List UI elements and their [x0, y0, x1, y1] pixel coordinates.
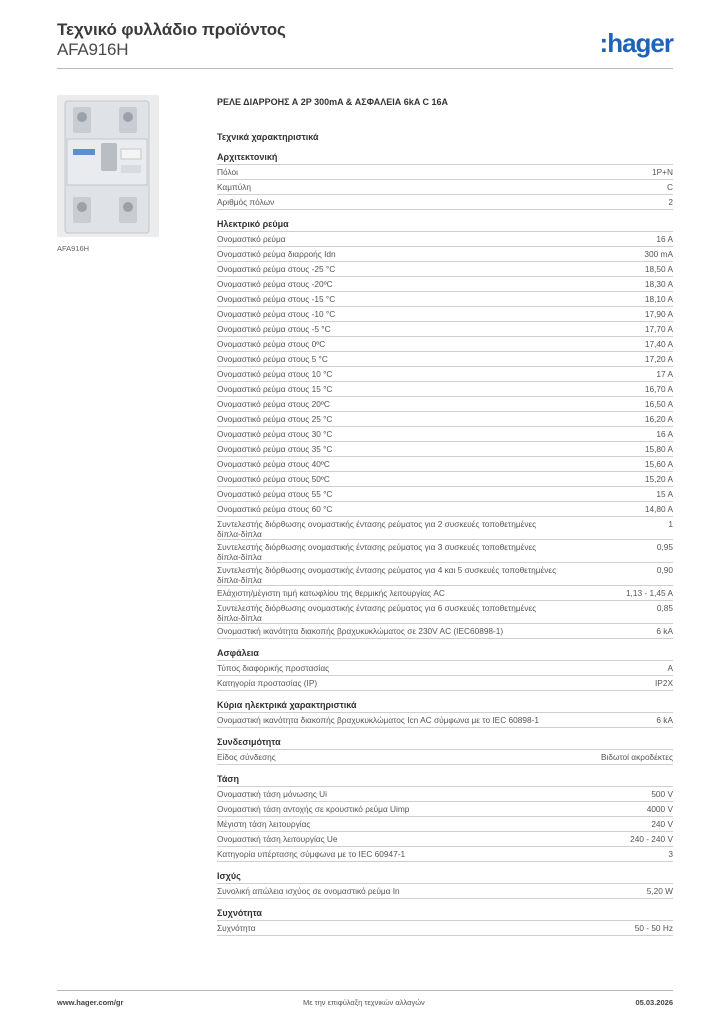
- spec-value: 17,40 A: [644, 339, 673, 349]
- spec-value: 1,13 - 1,45 A: [625, 588, 673, 598]
- footer-disclaimer: Με την επιφύλαξη τεχνικών αλλαγών: [303, 998, 425, 1007]
- spec-row: [217, 164, 673, 179]
- spec-sections: [217, 152, 673, 936]
- spec-value: 0,95: [656, 542, 673, 552]
- spec-label: Ονομαστικό ρεύμα στους 35 °C: [217, 444, 333, 454]
- spec-row: [217, 276, 673, 291]
- spec-row: [217, 920, 673, 936]
- spec-row: [217, 179, 673, 194]
- spec-value: 17 A: [656, 369, 673, 379]
- section-title: Αρχιτεκτονική: [217, 152, 278, 162]
- spec-value: 3: [668, 849, 673, 859]
- spec-value: 500 V: [651, 789, 673, 799]
- spec-value: 15,80 A: [644, 444, 673, 454]
- spec-row: [217, 585, 673, 600]
- spec-row: [217, 291, 673, 306]
- spec-value: 16 A: [656, 429, 673, 439]
- spec-label: Ονομαστικό ρεύμα στους -5 °C: [217, 324, 331, 334]
- spec-value: 0,85: [656, 603, 673, 613]
- spec-row: [217, 501, 673, 516]
- spec-section: [217, 908, 673, 936]
- footer-website[interactable]: www.hager.com/gr: [57, 998, 124, 1007]
- spec-value: 16,70 A: [644, 384, 673, 394]
- spec-value: 18,10 A: [644, 294, 673, 304]
- section-title: Ηλεκτρικό ρεύμα: [217, 219, 289, 229]
- spec-label: Ονομαστικό ρεύμα στους 10 °C: [217, 369, 333, 379]
- spec-row: [217, 261, 673, 276]
- spec-section: [217, 219, 673, 639]
- spec-value: 15 A: [656, 489, 673, 499]
- spec-row: [217, 396, 673, 411]
- section-title: Τάση: [217, 774, 240, 784]
- spec-value: 300 mA: [644, 249, 673, 259]
- spec-row: [217, 381, 673, 396]
- spec-value: 17,20 A: [644, 354, 673, 364]
- spec-row: [217, 749, 673, 765]
- spec-value: 6 kA: [656, 626, 673, 636]
- spec-value: 15,60 A: [644, 459, 673, 469]
- page-header: [57, 20, 673, 68]
- spec-label: Ονομαστικό ρεύμα στους 50ºC: [217, 474, 330, 484]
- spec-value: 1: [668, 519, 673, 529]
- spec-row: [217, 486, 673, 501]
- product-image: [57, 95, 159, 237]
- spec-row: [217, 801, 673, 816]
- spec-value: A: [667, 663, 673, 673]
- section-title: Ασφάλεια: [217, 648, 259, 658]
- spec-label: Κατηγορία προστασίας (IP): [217, 678, 318, 688]
- spec-value: 18,50 A: [644, 264, 673, 274]
- spec-row: [217, 600, 673, 623]
- spec-value: 16,50 A: [644, 399, 673, 409]
- spec-value: 14,80 A: [644, 504, 673, 514]
- spec-label: Ονομαστικό ρεύμα διαρροής Idn: [217, 249, 336, 259]
- spec-section: [217, 700, 673, 728]
- spec-label: Ονομαστικό ρεύμα στους -25 °C: [217, 264, 336, 274]
- image-caption: AFA916H: [57, 244, 90, 253]
- spec-value: 240 - 240 V: [630, 834, 673, 844]
- spec-row: [217, 562, 673, 585]
- spec-label: Ονομαστική ικανότητα διακοπής βραχυκυκλώματος Icn AC σύμφωνα με το IEC 60898-1: [217, 715, 539, 725]
- spec-label: Καμπύλη: [217, 182, 252, 192]
- spec-row: [217, 675, 673, 691]
- spec-row: [217, 660, 673, 675]
- spec-label: Ονομαστικό ρεύμα στους 55 °C: [217, 489, 333, 499]
- section-title: Κύρια ηλεκτρικά χαρακτηριστικά: [217, 700, 357, 710]
- spec-section: [217, 737, 673, 765]
- spec-label: Ονομαστικό ρεύμα στους 60 °C: [217, 504, 333, 514]
- specs-subtitle: Τεχνικά χαρακτηριστικά: [217, 132, 319, 142]
- spec-row: [217, 786, 673, 801]
- spec-row: [217, 321, 673, 336]
- spec-label: Ονομαστικό ρεύμα στους -20ºC: [217, 279, 333, 289]
- spec-content: [217, 97, 673, 945]
- spec-label: Ελάχιστη/μέγιστη τιμή κατωφλίου της θερμικής λειτουργίας AC: [217, 588, 445, 598]
- spec-label: Ονομαστική τάση αντοχής σε κρουστικό ρεύμα Uimp: [217, 804, 410, 814]
- spec-row: [217, 712, 673, 728]
- product-code: AFA916H: [57, 40, 129, 59]
- logo-text: hager: [607, 28, 673, 58]
- spec-row: [217, 411, 673, 426]
- spec-value: 17,70 A: [644, 324, 673, 334]
- document-title: Τεχνικό φυλλάδιο προϊόντος: [57, 20, 286, 39]
- spec-label: Ονομαστική τάση λειτουργίας Ue: [217, 834, 338, 844]
- footer-divider: [57, 990, 673, 991]
- spec-label: Ονομαστικό ρεύμα στους 25 °C: [217, 414, 333, 424]
- spec-label: Συντελεστής διόρθωσης ονομαστικής έντασης ρεύματος για 6 συσκευές τοποθετημένες δίπλα-δίπλα: [217, 603, 537, 623]
- spec-row: [217, 831, 673, 846]
- spec-value: 18,30 A: [644, 279, 673, 289]
- spec-value: 50 - 50 Hz: [634, 923, 673, 933]
- spec-section: [217, 152, 673, 210]
- spec-label: Συνολική απώλεια ισχύος σε ονομαστικό ρεύμα In: [217, 886, 400, 896]
- logo-colon-mark: :: [599, 28, 608, 58]
- spec-label: Αριθμός πόλων: [217, 197, 275, 207]
- spec-value: 16 A: [656, 234, 673, 244]
- spec-label: Ονομαστικό ρεύμα στους 0ºC: [217, 339, 326, 349]
- spec-label: Συντελεστής διόρθωσης ονομαστικής έντασης ρεύματος για 2 συσκευές τοποθετημένες δίπλα-δίπλα: [217, 519, 537, 539]
- spec-row: [217, 366, 673, 381]
- spec-value: Βιδωτοί ακροδέκτες: [601, 752, 673, 762]
- spec-label: Κατηγορία υπέρτασης σύμφωνα με το IEC 60947-1: [217, 849, 406, 859]
- spec-row: [217, 231, 673, 246]
- spec-row: [217, 306, 673, 321]
- spec-label: Ονομαστικό ρεύμα στους -10 °C: [217, 309, 336, 319]
- spec-label: Ονομαστική τάση μόνωσης Ui: [217, 789, 327, 799]
- spec-row: [217, 471, 673, 486]
- spec-label: Είδος σύνδεσης: [217, 752, 276, 762]
- spec-value: 2: [668, 197, 673, 207]
- spec-label: Συντελεστής διόρθωσης ονομαστικής έντασης ρεύματος για 3 συσκευές τοποθετημένες δίπλα-δίπλα: [217, 542, 537, 562]
- rcbo-device-illustration: [57, 95, 159, 237]
- spec-label: Ονομαστικό ρεύμα στους 5 °C: [217, 354, 328, 364]
- spec-row: [217, 441, 673, 456]
- spec-label: Τύπος διαφορικής προστασίας: [217, 663, 330, 673]
- spec-row: [217, 539, 673, 562]
- section-title: Συνδεσιμότητα: [217, 737, 281, 747]
- spec-row: [217, 336, 673, 351]
- header-divider: [57, 68, 673, 69]
- spec-label: Ονομαστικό ρεύμα στους 20ºC: [217, 399, 330, 409]
- spec-row: [217, 846, 673, 862]
- spec-row: [217, 623, 673, 639]
- spec-row: [217, 516, 673, 539]
- spec-value: 240 V: [651, 819, 673, 829]
- spec-value: 16,20 A: [644, 414, 673, 424]
- spec-label: Ονομαστικό ρεύμα: [217, 234, 286, 244]
- spec-value: 4000 V: [646, 804, 673, 814]
- spec-row: [217, 351, 673, 366]
- spec-label: Ονομαστικό ρεύμα στους 15 °C: [217, 384, 333, 394]
- spec-section: [217, 871, 673, 899]
- spec-value: 17,90 A: [644, 309, 673, 319]
- spec-label: Ονομαστικό ρεύμα στους 30 °C: [217, 429, 333, 439]
- spec-value: 5,20 W: [646, 886, 673, 896]
- section-title: Συχνότητα: [217, 908, 262, 918]
- spec-label: Ονομαστικό ρεύμα στους 40ºC: [217, 459, 330, 469]
- spec-label: Μέγιστη τάση λειτουργίας: [217, 819, 311, 829]
- spec-value: 1P+N: [652, 167, 673, 177]
- spec-label: Συχνότητα: [217, 923, 256, 933]
- spec-value: 6 kA: [656, 715, 673, 725]
- spec-label: Ονομαστικό ρεύμα στους -15 °C: [217, 294, 336, 304]
- spec-label: Πόλοι: [217, 167, 238, 177]
- spec-row: [217, 883, 673, 899]
- spec-row: [217, 816, 673, 831]
- spec-value: IP2X: [655, 678, 673, 688]
- spec-value: C: [667, 182, 673, 192]
- footer-date: 05.03.2026: [635, 998, 673, 1007]
- spec-row: [217, 456, 673, 471]
- product-name: ΡΕΛΕ ΔΙΑΡΡΟΗΣ Α 2P 300mA & ΑΣΦΑΛΕΙΑ 6kA C 16A: [217, 97, 448, 107]
- spec-value: 15,20 A: [644, 474, 673, 484]
- spec-row: [217, 246, 673, 261]
- spec-value: 0,90: [656, 565, 673, 575]
- spec-section: [217, 648, 673, 691]
- spec-row: [217, 426, 673, 441]
- spec-label: Συντελεστής διόρθωσης ονομαστικής έντασης ρεύματος για 4 και 5 συσκευές τοποθετημένες δίπλα-δίπλα: [217, 565, 557, 585]
- section-title: Ισχύς: [217, 871, 241, 881]
- spec-section: [217, 774, 673, 862]
- spec-label: Ονομαστική ικανότητα διακοπής βραχυκυκλώματος σε 230V AC (IEC60898-1): [217, 626, 504, 636]
- spec-row: [217, 194, 673, 210]
- hager-logo: [600, 28, 673, 59]
